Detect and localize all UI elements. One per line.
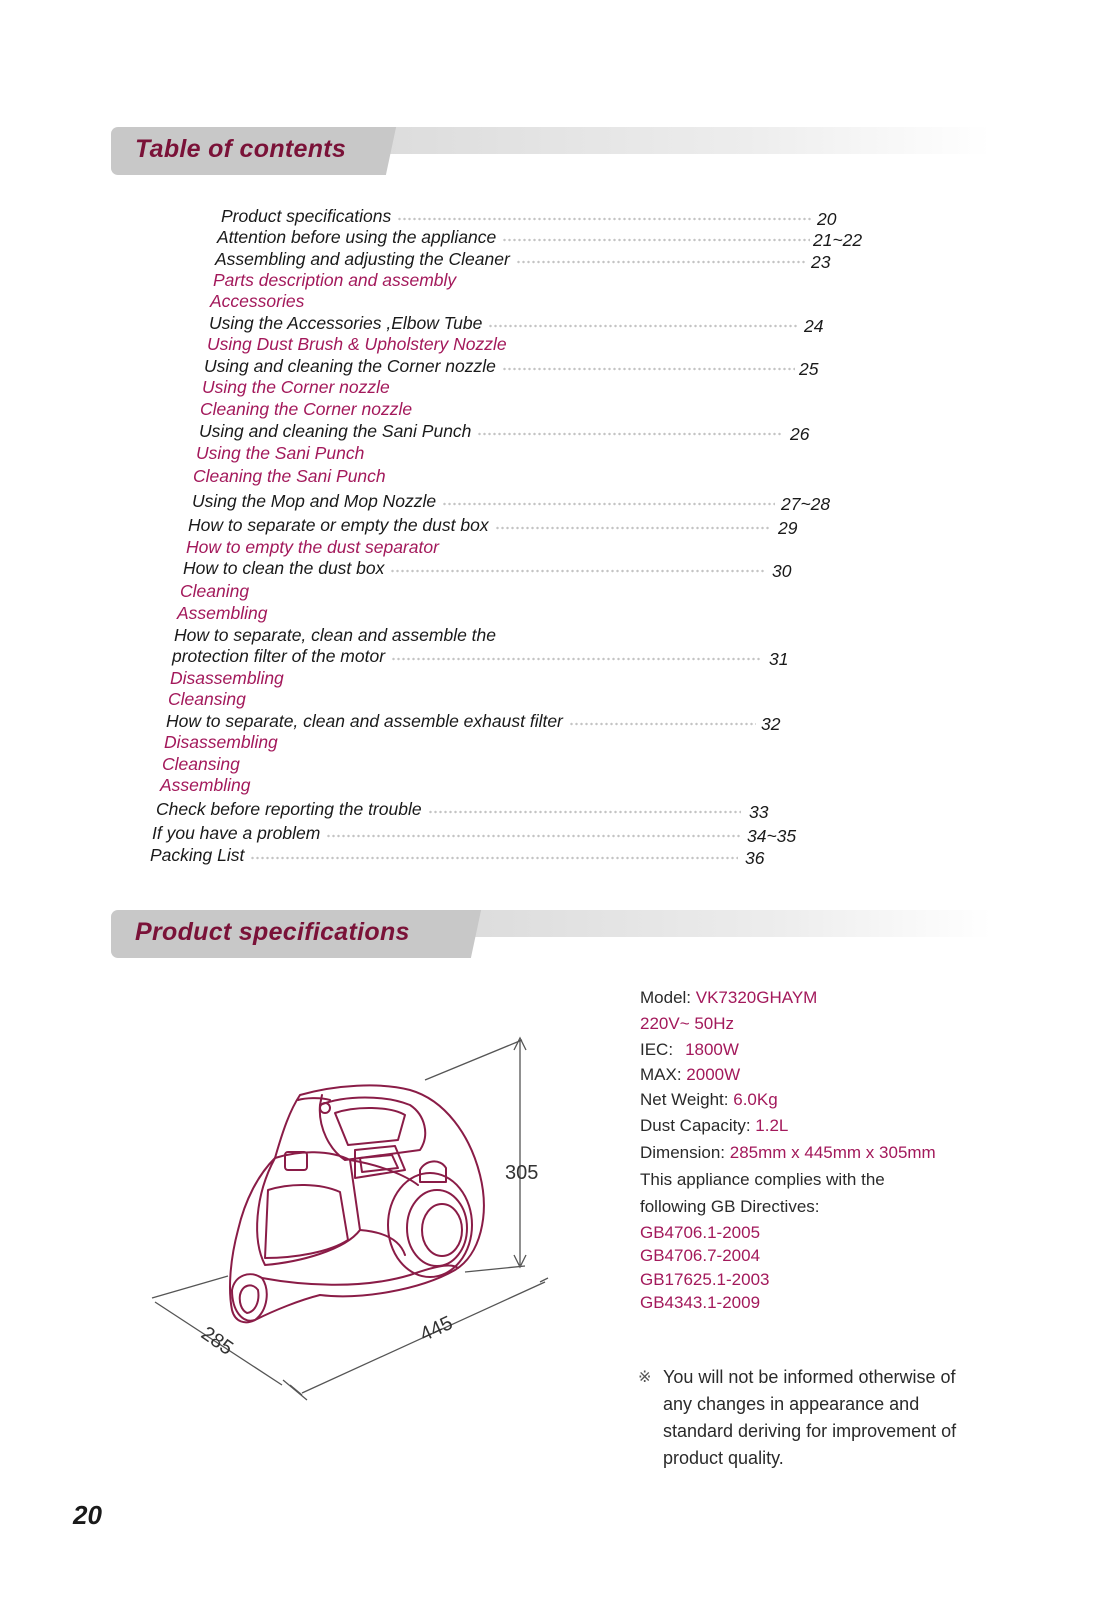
toc-entry-label: Parts description and assembly: [213, 270, 457, 290]
toc-entry-label: Product specifications: [221, 206, 392, 226]
toc-entry-page: 25: [799, 359, 819, 379]
spec-dimension: Dimension: 285mm x 445mm x 305mm: [640, 1143, 936, 1162]
toc-dot-leader: [477, 432, 783, 436]
toc-entry-page: 26: [790, 424, 810, 444]
toc-entry-label: Using and cleaning the Corner nozzle: [204, 356, 496, 376]
toc-dot-leader: [428, 810, 741, 814]
toc-entry-page: 20: [817, 209, 837, 229]
toc-entry-label: Packing List: [150, 845, 245, 865]
toc-entry-label: How to empty the dust separator: [186, 537, 439, 557]
toc-entry-page: 23: [811, 252, 831, 272]
toc-entry-label: Cleansing: [162, 754, 240, 774]
toc-dot-leader: [516, 260, 806, 264]
toc-entry-label: Accessories: [210, 291, 305, 311]
toc-entry-label: Using the Corner nozzle: [202, 377, 390, 397]
toc-entry-label: Assembling: [177, 603, 268, 623]
toc-entry-label: Cleaning the Sani Punch: [193, 466, 386, 486]
specs-banner: [111, 910, 991, 958]
toc-entry-label: Disassembling: [170, 668, 284, 688]
toc-entry-label: Using the Mop and Mop Nozzle: [192, 491, 437, 511]
banner-strip: [466, 910, 991, 937]
toc-entry-label: Using the Accessories ,Elbow Tube: [209, 313, 483, 333]
dimension-depth-label: 445: [416, 1312, 457, 1347]
toc-entry-page: 33: [749, 802, 769, 822]
toc-dot-leader: [391, 657, 762, 661]
toc-entry-label: Cleansing: [168, 689, 246, 709]
dimension-width-label: 285: [196, 1322, 237, 1360]
toc-entry-label: Check before reporting the trouble: [156, 799, 422, 819]
spec-weight: Net Weight: 6.0Kg: [640, 1090, 778, 1109]
toc-entry-page: 34~35: [747, 826, 797, 846]
page-number: 20: [73, 1500, 102, 1530]
standard-3: GB17625.1-2003: [640, 1270, 770, 1289]
toc-entry-label: Cleaning the Corner nozzle: [200, 399, 413, 419]
toc-entry-page: 30: [772, 561, 792, 581]
toc-dot-leader: [502, 238, 810, 242]
spec-max: MAX: 2000W: [640, 1065, 741, 1084]
toc-entry-page: 32: [761, 714, 781, 734]
standard-1: GB4706.1-2005: [640, 1223, 761, 1242]
toc-entry-label: Using Dust Brush & Upholstery Nozzle: [207, 334, 507, 354]
toc-entry-label: How to separate, clean and assemble exhaust filter: [166, 711, 563, 731]
toc-dot-leader: [488, 324, 798, 328]
spec-iec: IEC: 1800W: [640, 1040, 739, 1059]
toc-dot-leader: [569, 722, 756, 726]
standard-2: GB4706.7-2004: [640, 1246, 761, 1265]
toc-entry-label: protection filter of the motor: [172, 646, 386, 666]
spec-model: Model: VK7320GHAYM: [640, 988, 818, 1007]
dimension-height-label: 305: [505, 1162, 539, 1184]
toc-entry-label: Cleaning: [180, 581, 250, 601]
toc-entry-label: Using the Sani Punch: [196, 443, 365, 463]
compliance-line-1: This appliance complies with the: [640, 1170, 885, 1189]
toc-entry-label: Using and cleaning the Sani Punch: [199, 421, 472, 441]
standard-4: GB4343.1-2009: [640, 1293, 761, 1312]
toc-entry-label: How to separate or empty the dust box: [188, 515, 489, 535]
toc-dot-leader: [502, 367, 795, 371]
reference-mark-icon: ※: [638, 1369, 652, 1386]
specs-title: Product specifications: [135, 918, 410, 946]
vacuum-cleaner-figure: [0, 1020, 600, 1420]
toc-entry-page: 27~28: [781, 494, 831, 514]
toc-dot-leader: [397, 217, 812, 221]
toc-dot-leader: [495, 526, 770, 530]
toc-dot-leader: [326, 834, 741, 838]
toc-entry-label: How to separate, clean and assemble the: [174, 625, 496, 645]
toc-dot-leader: [442, 502, 775, 506]
toc-entry-label: Assembling and adjusting the Cleaner: [215, 249, 510, 269]
toc-dot-leader: [390, 569, 765, 573]
toc-entry-page: 31: [769, 649, 789, 669]
toc-entry-page: 29: [778, 518, 798, 538]
toc-entry-label: Assembling: [160, 775, 251, 795]
toc-entry-label: How to clean the dust box: [183, 558, 385, 578]
toc-entry-page: 21~22: [813, 230, 863, 250]
disclaimer-text: You will not be informed otherwise of any changes in appearance and standard deriving for improvement of product quality.: [663, 1367, 957, 1468]
spec-capacity: Dust Capacity: 1.2L: [640, 1116, 789, 1135]
toc-entry-page: 24: [804, 316, 824, 336]
toc-title: Table of contents: [135, 135, 347, 163]
disclaimer-note: [638, 1364, 971, 1472]
toc-entry-label: Disassembling: [164, 732, 278, 752]
toc-entry-label: Attention before using the appliance: [217, 227, 497, 247]
toc-entry-label: If you have a problem: [152, 823, 321, 843]
spec-voltage: 220V~ 50Hz: [640, 1014, 735, 1033]
compliance-line-2: following GB Directives:: [640, 1197, 820, 1216]
toc-dot-leader: [250, 856, 738, 860]
toc-entry-page: 36: [745, 848, 765, 868]
